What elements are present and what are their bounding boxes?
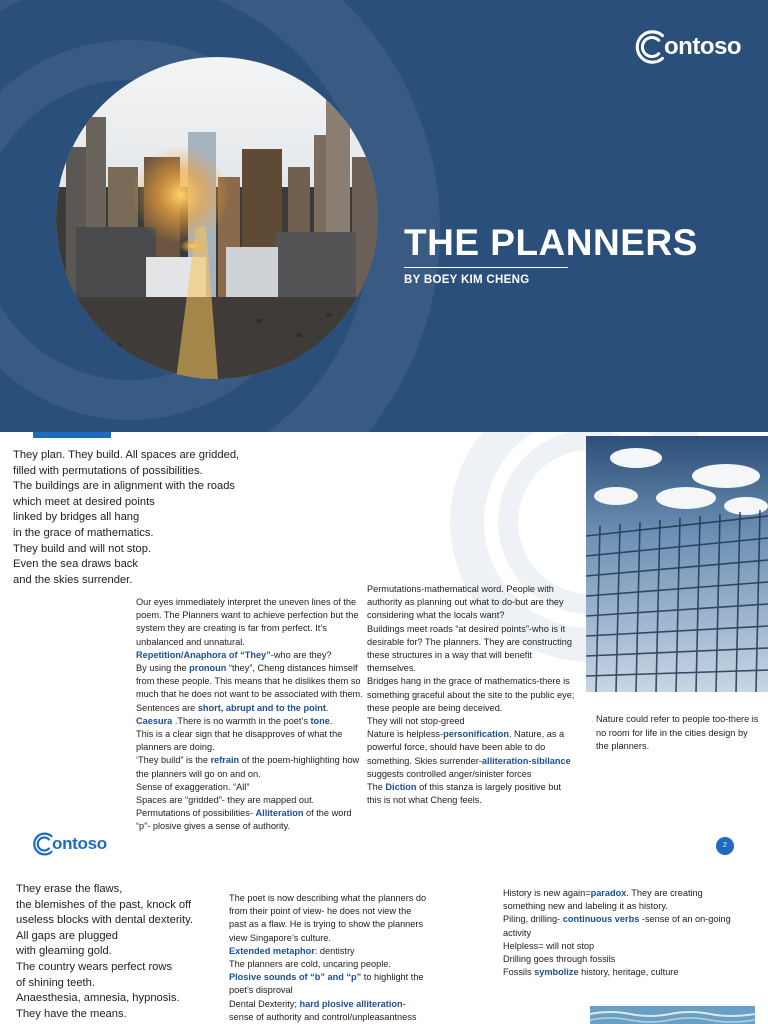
- note-refrain: [136, 754, 368, 780]
- note-text: -who are they?: [270, 649, 332, 660]
- poem-line: The country wears perfect rows: [16, 960, 173, 973]
- note-gridded: Spaces are “gridded”- they are mapped out.: [136, 795, 315, 806]
- poem-line: linked by bridges all hang: [13, 511, 140, 524]
- note-repetition: [136, 649, 368, 662]
- note-text: -sense of an on-going activity: [503, 914, 731, 938]
- note-pronoun: [136, 662, 368, 702]
- note-history: [503, 887, 735, 913]
- document-title: THE PLANNERS: [404, 222, 698, 263]
- note-text: . Nature, as a powerful force, should have been able to do something. Skies surrender-: [367, 729, 565, 766]
- note-text: Nature is helpless-: [367, 729, 444, 740]
- poem-line: filled with permutations of possibilities.: [13, 464, 203, 477]
- literary-term: short, abrupt and to the point: [197, 702, 326, 713]
- note-text: ‘They build” is the: [136, 755, 211, 766]
- literary-term: personification: [443, 729, 509, 740]
- cover-page: [0, 0, 768, 432]
- accent-bar: [33, 432, 111, 438]
- note-text: Sentences are: [136, 702, 198, 713]
- note-cold: The planners are cold, uncaring people.: [229, 959, 391, 970]
- note-metaphor: [229, 945, 429, 958]
- brand-name: ontoso: [52, 834, 107, 853]
- note-text: By using the: [136, 663, 190, 674]
- literary-term: Alliteration: [255, 808, 304, 819]
- poem-line: The buildings are in alignment with the roads: [13, 480, 236, 493]
- content-page-3: [0, 870, 768, 1024]
- note-text: Dental Dexterity;: [229, 998, 300, 1009]
- city-skyline-illustration: [56, 57, 378, 379]
- note-nature: [367, 728, 575, 781]
- photo-caption: Nature could refer to people too-there is no room for life in the cities design by the planners.: [596, 714, 759, 751]
- literary-term: Plosive sounds of “b” and “p”: [229, 972, 362, 983]
- note-dental: [229, 998, 429, 1024]
- note-text: Permutations of possibilities-: [136, 808, 256, 819]
- literary-term: pronoun: [189, 663, 227, 674]
- note-plosive: [229, 971, 429, 997]
- literary-term: Repetition/Anaphora of “They”: [136, 649, 271, 660]
- note-roads: Buildings meet roads “at desired points”-who is it desirable for? The planners. They are constructing these structures in a way that will benefit themselves.: [367, 623, 572, 674]
- note-text: -sense of authority and control/unpleasantness: [229, 998, 417, 1022]
- note-exaggeration: Sense of exaggeration. “All”: [136, 781, 250, 792]
- page-number-badge: 2: [716, 837, 734, 855]
- note-text: of this stanza is largely positive but this is not what Cheng feels.: [367, 782, 562, 806]
- sea-illustration: [590, 1006, 755, 1024]
- note-text: history, heritage, culture: [578, 967, 679, 978]
- literary-term: continuous verbs: [562, 914, 640, 925]
- analysis-notes-left: [136, 596, 368, 834]
- note-permutations: Permutations-mathematical word. People with authority as planning out what to do-but are they considering what the locals want?: [367, 584, 564, 621]
- literary-term: hard plosive alliteration: [299, 998, 403, 1009]
- poem-line: in the grace of mathematics.: [13, 526, 154, 539]
- note-text: to highlight the poet’s disproval: [229, 972, 424, 996]
- note-alliteration: [136, 807, 368, 833]
- analysis-notes-right: [503, 887, 735, 979]
- grid-sky-illustration: [586, 436, 768, 692]
- note-text: .There is no warmth in the poet’s: [172, 715, 311, 726]
- poem-line: They build and will not stop.: [13, 542, 152, 555]
- note-text: The: [367, 782, 386, 793]
- brand-name: ontoso: [664, 33, 741, 60]
- poem-line: useless blocks with dental dexterity.: [16, 914, 194, 927]
- note-text: of the word “p”- plosive gives a sense of authority.: [136, 808, 352, 832]
- note-drilling: Drilling goes through fossils: [503, 954, 616, 965]
- note-text: : dentistry: [314, 945, 355, 956]
- poem-line: All gaps are plugged: [16, 929, 119, 942]
- note-text: .: [325, 702, 329, 713]
- analysis-notes-middle: [229, 892, 429, 1024]
- note-text: Piling, drilling-: [503, 914, 563, 925]
- poem-line: Even the sea draws back: [13, 558, 138, 571]
- note-diction: [367, 781, 575, 807]
- note-text: .: [329, 715, 333, 726]
- note-intro: Our eyes immediately interpret the uneven lines of the poem. The Planners want to achieve perfection but the system they are creating is far from perfect. It’s unbalanced and unnatural.: [136, 597, 359, 647]
- note-helpless: Helpless= will not stop: [503, 940, 595, 951]
- note-intro: The poet is now describing what the planners do from their point of view- he does not view the past as a flaw. He is trying to show the planners view Singapore’s culture.: [229, 893, 427, 943]
- note-bridges: Bridges hang in the grace of mathematics-there is something graceful about the site to the public eye; these people are being deceived.: [367, 676, 575, 713]
- poem-line: Anaesthesia, amnesia, hypnosis.: [16, 992, 180, 1005]
- note-text: suggests controlled anger/sinister forces: [367, 768, 532, 779]
- analysis-notes-right: [367, 583, 575, 807]
- poem-line: and the skies surrender.: [13, 573, 133, 586]
- note-caesura: [136, 715, 368, 728]
- document-author: BY BOEY KIM CHENG: [404, 274, 530, 286]
- note-fossils: [503, 966, 735, 979]
- note-text: of the poem-highlighting how the planners will go on and on.: [136, 755, 360, 779]
- literary-term: Extended metaphor: [229, 945, 315, 956]
- note-text: . They are creating something new and labeling it as history.: [503, 888, 703, 912]
- literary-term: alliteration-sibilance: [481, 755, 571, 766]
- note-disapproves: This is a clear sign that he disapproves of what the planners are doing.: [136, 729, 343, 753]
- literary-term: symbolize: [534, 967, 579, 978]
- literary-term: refrain: [210, 755, 240, 766]
- poem-stanza-2: [16, 882, 226, 1022]
- note-text: Fossils: [503, 967, 535, 978]
- literary-term: tone: [310, 715, 330, 726]
- poem-line: They erase the flaws,: [16, 883, 123, 895]
- poem-line: the blemishes of the past, knock off: [16, 898, 192, 911]
- note-piling: [503, 913, 735, 939]
- note-text: “they”, Cheng distances himself from these people. This means that he dislikes them so much that he does not want to be associated with them.: [136, 663, 363, 700]
- note-greed: They will not stop-greed: [367, 716, 465, 727]
- poem-line: which meet at desired points: [13, 495, 155, 508]
- title-divider: [404, 267, 568, 268]
- poem-line: They have the means.: [16, 1007, 127, 1020]
- poem-stanza-1: [13, 448, 263, 588]
- content-page-2: [0, 432, 768, 870]
- brand-logo: [634, 28, 741, 66]
- poem-line: with gleaming gold.: [16, 945, 112, 958]
- poem-line: of shining teeth.: [16, 976, 95, 989]
- literary-term: Caesura: [136, 715, 173, 726]
- brand-logo-small: [32, 831, 107, 857]
- city-skyline-photo: [56, 57, 378, 379]
- literary-term: paradox: [590, 888, 627, 898]
- note-text: History is new again=: [503, 888, 591, 898]
- sea-photo: [590, 1006, 755, 1024]
- literary-term: Diction: [385, 782, 417, 793]
- grid-sky-photo: [586, 436, 768, 692]
- poem-line: They plan. They build. All spaces are gridded,: [13, 449, 240, 461]
- note-sentences: [136, 702, 368, 715]
